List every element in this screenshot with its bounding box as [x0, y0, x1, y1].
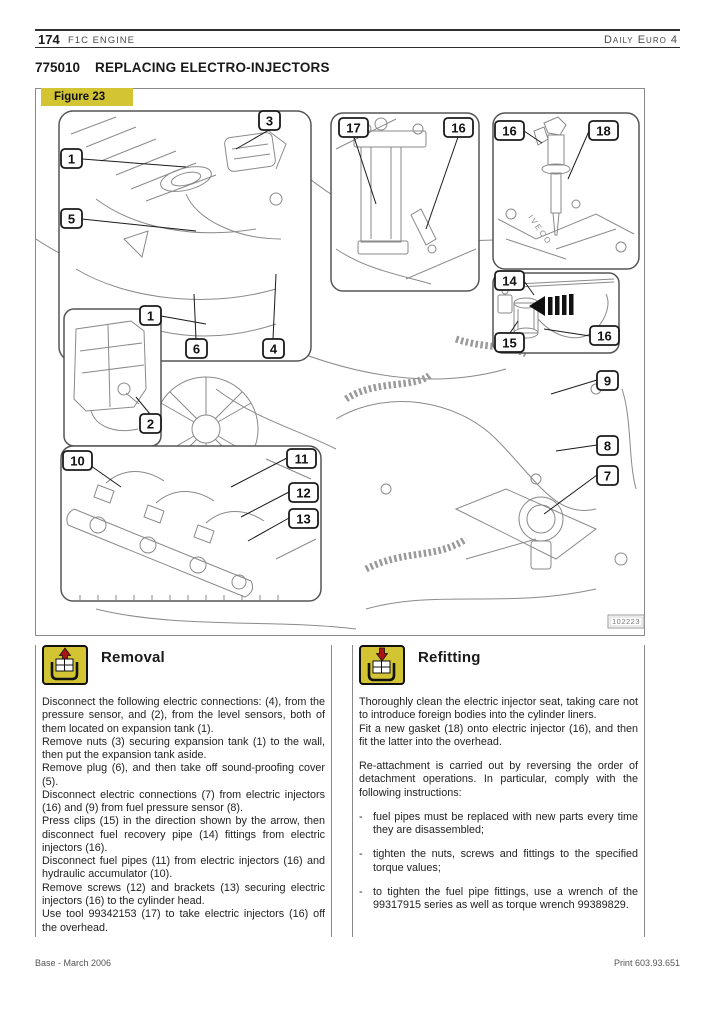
callout-16c — [590, 326, 619, 345]
removal-tray-up-arrow-icon — [42, 645, 88, 685]
callout-3 — [259, 111, 280, 130]
figure-23-frame — [35, 88, 645, 636]
callout-17 — [339, 118, 368, 137]
removal-step: Remove screws (12) and brackets (13) securing electric injectors (16) to the cylinder head. — [42, 881, 325, 907]
removal-column — [42, 645, 325, 935]
svg-text:8: 8 — [603, 438, 612, 454]
column-rule — [35, 645, 36, 937]
callout-6 — [186, 339, 207, 358]
svg-text:102223: 102223 — [611, 617, 641, 626]
callout-2 — [140, 414, 161, 433]
instructions-section — [35, 645, 645, 937]
footer-print-number: Print 603.93.651 — [613, 958, 680, 968]
callout-16a — [444, 118, 473, 137]
header-rule-bottom — [35, 47, 680, 48]
svg-text:5: 5 — [67, 211, 76, 227]
svg-text:4: 4 — [269, 341, 278, 357]
bullet-dash: - — [359, 885, 363, 898]
footer-edition-date: Base - March 2006 — [35, 958, 112, 968]
callout-15 — [495, 333, 524, 352]
removal-step: Disconnect fuel pipes (11) from electric injectors (16) and hydraulic accumulator (10). — [42, 855, 325, 881]
callout-4 — [263, 339, 284, 358]
header-rule-top — [35, 29, 680, 31]
svg-text:1: 1 — [146, 308, 155, 324]
svg-text:3: 3 — [265, 113, 274, 129]
header-edition: Daily Euro 4 — [603, 34, 678, 46]
svg-text:15: 15 — [502, 335, 517, 351]
svg-text:16: 16 — [597, 328, 612, 344]
removal-step: Disconnect the following electric connections: (4), from the pressure sensor, and (2), from the level sensors, both of them located on expansion tank (1). — [42, 696, 325, 735]
refitting-step: Re-attachment is carried out by reversing the order of detachment operations. In particular, comply with the following instructions: — [359, 760, 638, 799]
svg-text:7: 7 — [603, 468, 612, 484]
callout-5 — [61, 209, 82, 228]
removal-step: Remove plug (6), and then take off sound-proofing cover (5). — [42, 762, 325, 788]
page-number: 174 — [38, 32, 60, 47]
svg-text:6: 6 — [192, 341, 201, 357]
figure-image-code — [608, 615, 644, 628]
callout-1a — [61, 149, 82, 168]
page-title: REPLACING ELECTRO-INJECTORS — [95, 60, 330, 75]
svg-text:17: 17 — [346, 120, 361, 136]
column-rule — [331, 645, 332, 937]
callout-9 — [597, 371, 618, 390]
refitting-bullet: - fuel pipes must be replaced with new parts every time they are disassembled; — [359, 810, 638, 837]
callout-13 — [289, 509, 318, 528]
panel-fuel-rail — [61, 446, 321, 601]
svg-text:12: 12 — [296, 485, 311, 501]
callout-8 — [597, 436, 618, 455]
svg-text:11: 11 — [294, 451, 309, 467]
iveco-marking: IVECO — [526, 212, 554, 247]
svg-text:14: 14 — [502, 273, 517, 289]
bullet-dash: - — [359, 810, 363, 823]
refitting-heading: Refitting — [418, 649, 481, 666]
svg-text:2: 2 — [146, 416, 155, 432]
removal-step: Use tool 99342153 (17) to take electric injectors (16) off the overhead. — [42, 908, 325, 934]
svg-text:9: 9 — [603, 373, 612, 389]
removal-heading: Removal — [101, 649, 165, 666]
removal-step: Disconnect electric connections (7) from electric injectors (16) and (9) from fuel pressure sensor (8). — [42, 788, 325, 815]
refitting-tray-down-arrow-icon — [359, 645, 405, 685]
callout-7 — [597, 466, 618, 485]
refitting-step: Thoroughly clean the electric injector seat, taking care not to introduce foreign bodies into the cylinder liners. — [359, 696, 638, 722]
refitting-bullet: - tighten the nuts, screws and fittings to the specified torque values; — [359, 848, 638, 874]
refitting-column — [359, 645, 638, 912]
engine-diagram — [36, 89, 646, 637]
callout-16b — [495, 121, 524, 140]
svg-text:1: 1 — [67, 151, 76, 167]
callout-18 — [589, 121, 618, 140]
refitting-bullet: - to tighten the fuel pipe fittings, use a wrench of the 99317915 series as well as torque wrench 99389829. — [359, 885, 638, 912]
figure-label: Figure 23 — [41, 88, 133, 106]
svg-text:16: 16 — [451, 120, 466, 136]
callout-1b — [140, 306, 161, 325]
callout-14 — [495, 271, 524, 290]
column-rule — [644, 645, 645, 937]
callout-12 — [289, 483, 318, 502]
bullet-dash: - — [359, 848, 363, 861]
svg-text:10: 10 — [70, 453, 85, 469]
callout-11 — [287, 449, 316, 468]
removal-step: Press clips (15) in the direction shown by the arrow, then disconnect fuel recovery pipe (14) fittings from electric injectors (16). — [42, 815, 325, 854]
removal-step: Remove nuts (3) securing expansion tank (1) to the wall, then put the expansion tank aside. — [42, 735, 325, 762]
header-section-title: F1C ENGINE — [68, 35, 136, 46]
svg-text:18: 18 — [596, 123, 611, 139]
column-rule — [352, 645, 353, 937]
callout-10 — [63, 451, 92, 470]
procedure-code: 775010 — [35, 60, 81, 75]
svg-text:16: 16 — [502, 123, 517, 139]
refitting-step: Fit a new gasket (18) onto electric injector (16), and then fit the latter into the overhead. — [359, 722, 638, 748]
svg-text:13: 13 — [296, 511, 311, 527]
